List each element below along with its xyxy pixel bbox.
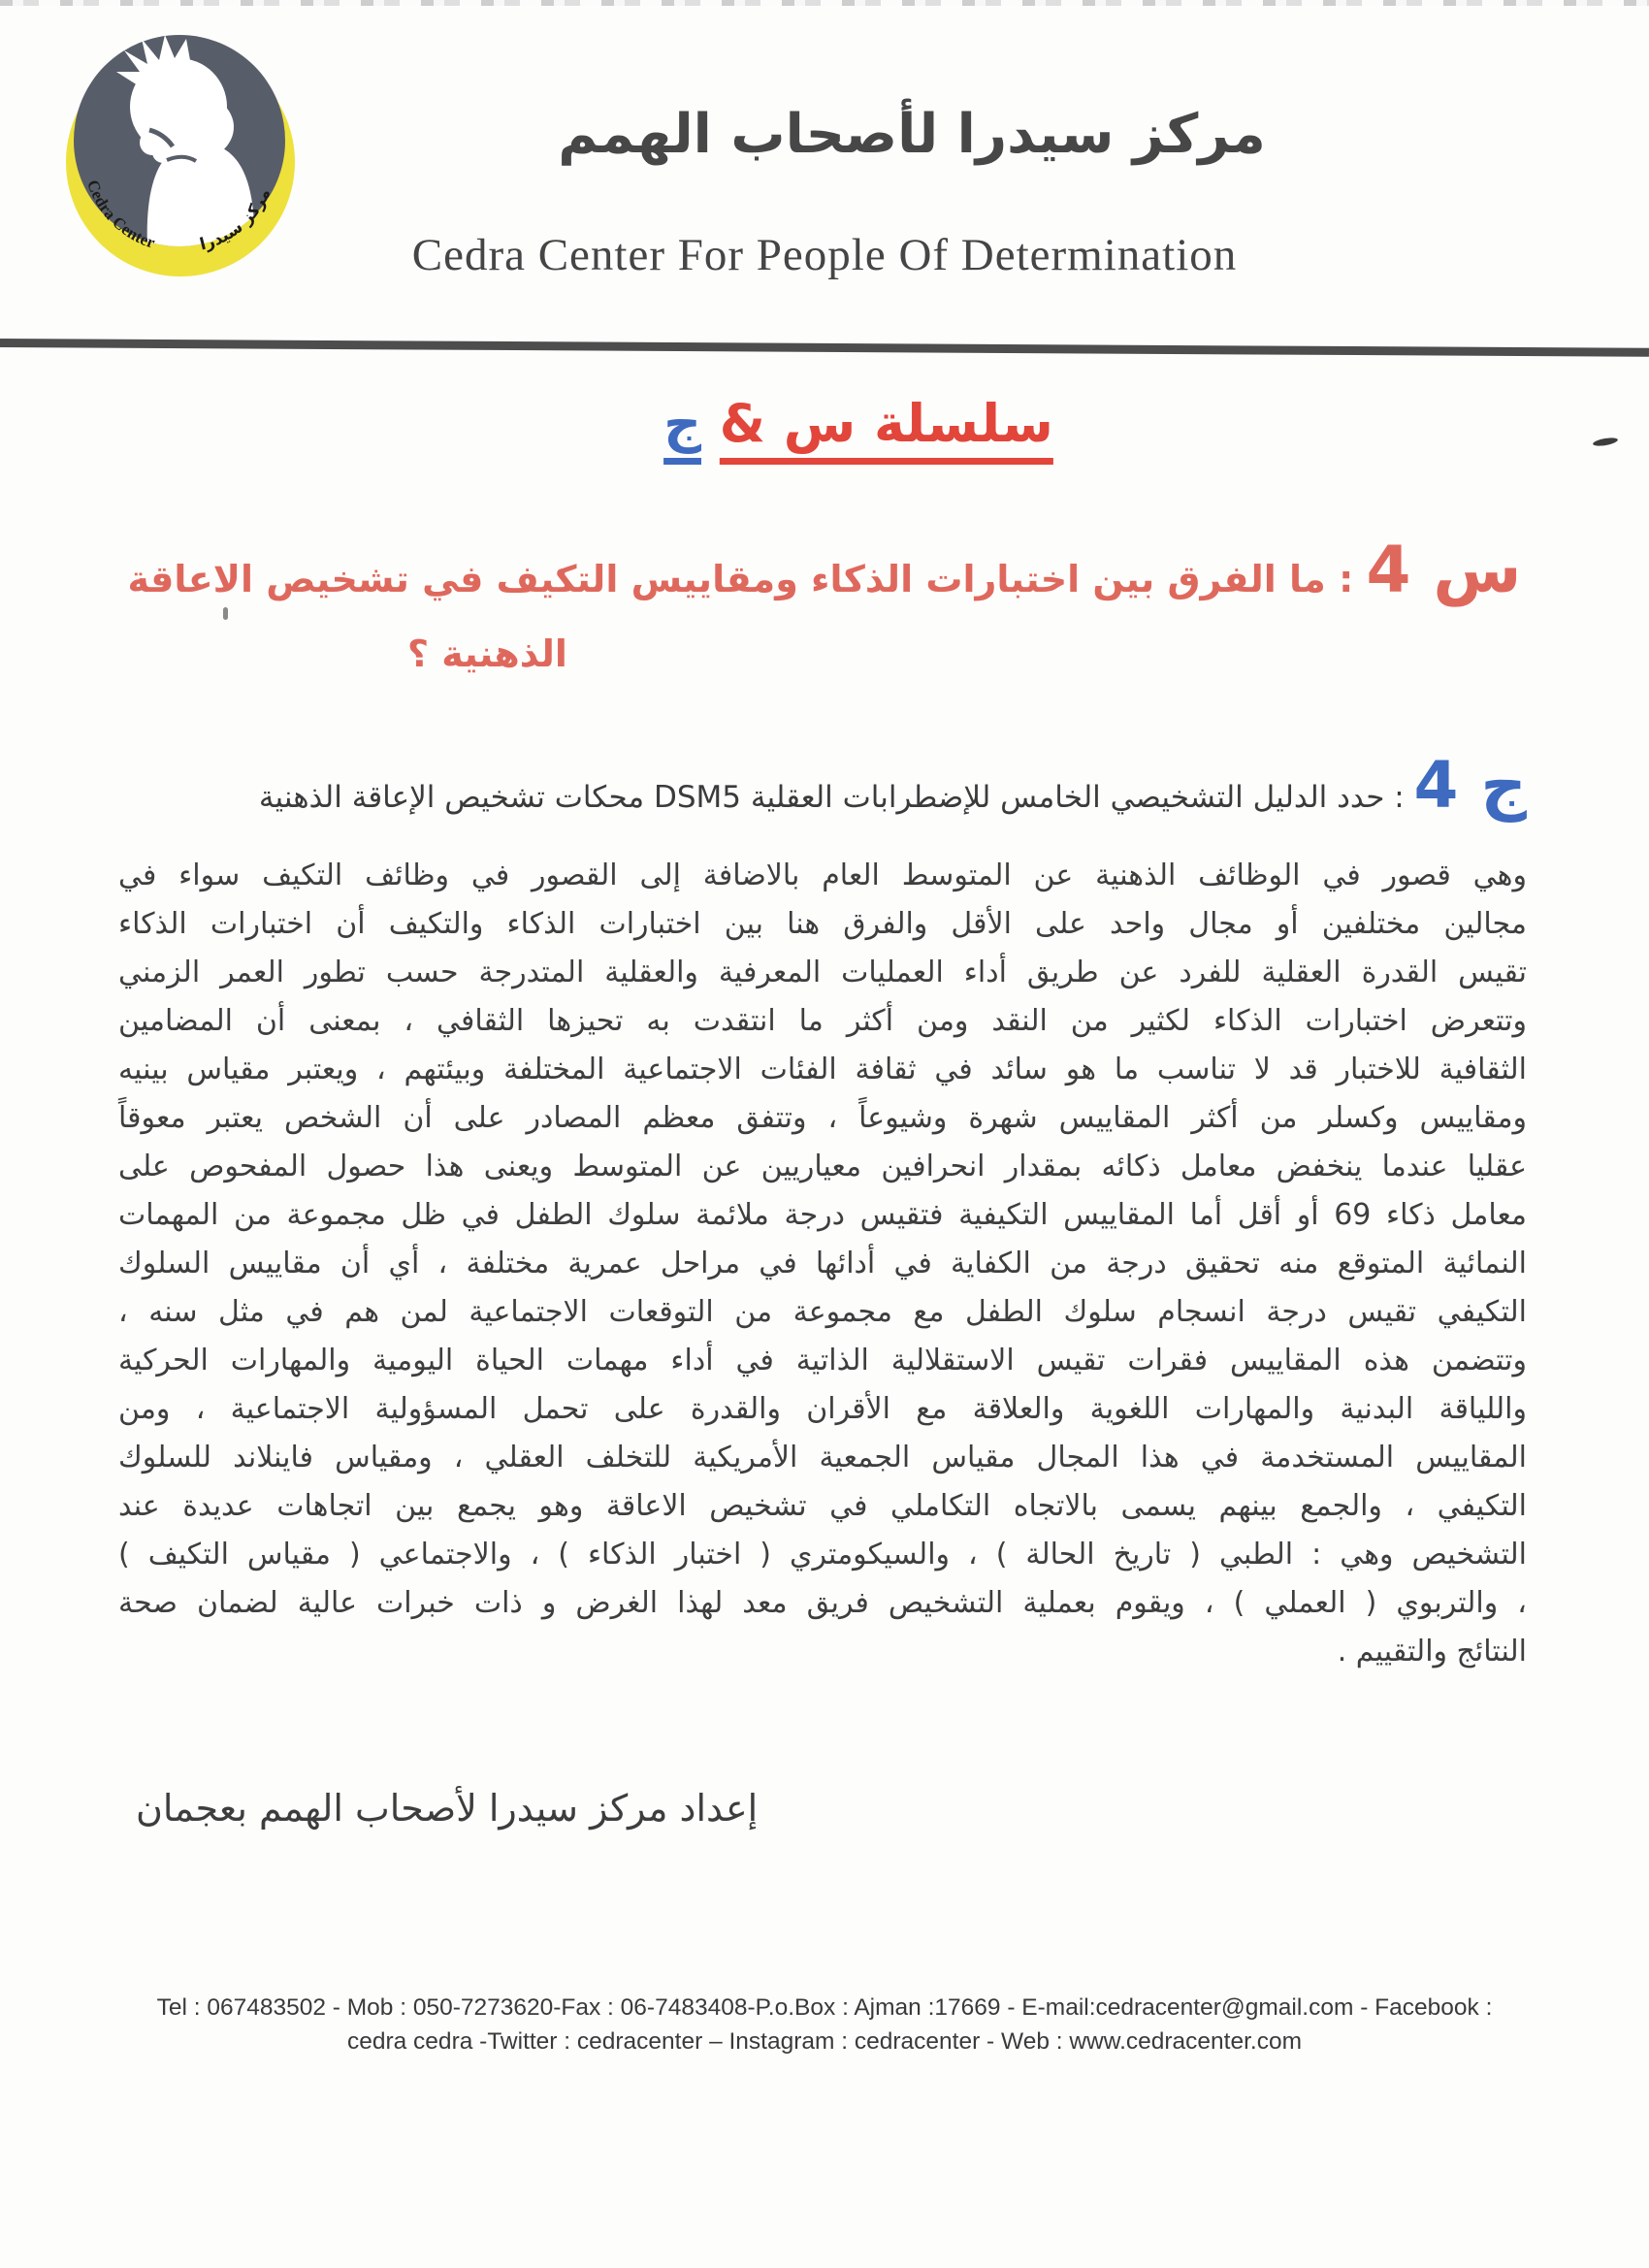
prepared-by-line: إعداد مركز سيدرا لأصحاب الهمم بعجمان xyxy=(136,1787,759,1830)
question-number-prefix: س 4 xyxy=(1366,533,1522,607)
answer-body-line: المقاييس المستخدمة في هذا المجال مقياس الجمعية الأمريكية للتخلف العقلي ، ومقياس فاينلاند للسلوك xyxy=(118,1441,1527,1474)
series-title-blue-part: ج xyxy=(663,393,701,454)
answer-body-line: الثقافية للاختبار قد لا تناسب ما هو سائد في ثقافة الفئات الاجتماعية المختلفة وبيئتهم ، ويعتبر مقياس بينيه xyxy=(118,1053,1527,1086)
answer-body-line: التكيفي ، والجمع بينهم يسمى بالاتجاه التكاملي في تشخيص الاعاقة وهو يجمع بين اتجاهات عديدة عند xyxy=(118,1489,1527,1523)
contact-line-1: Tel : 067483502 - Mob : 050-7273620-Fax : 06-7483408-P.o.Box : Ajman :17669 - E-mail:cedracenter@gmail.com - Facebook : xyxy=(156,1994,1493,2021)
answer-body-line: ومقاييس وكسلر من أكثر المقاييس شهرة وشيوعاً ، وتتفق معظم المصادر على أن الشخص يعتبر معوقاً xyxy=(118,1101,1527,1135)
answer-body-line: مجالين مختلفين أو مجال واحد على الأقل والفرق هنا بين اختبارات الذكاء والتكيف أن اختبارات الذكاء xyxy=(118,907,1527,941)
answer-body-line: معامل ذكاء 69 أو أقل أما المقاييس التكيفية فتقيس درجة ملائمة سلوك الطفل في ظل مجموعة من المهمات xyxy=(118,1198,1527,1232)
question-separator: : xyxy=(1325,558,1367,600)
contact-line-2: cedra cedra -Twitter : cedracenter – Instagram : cedracenter - Web : www.cedracenter.com xyxy=(346,2028,1303,2055)
question-text: ما الفرق بين اختبارات الذكاء ومقاييس التكيف في تشخيص الاعاقة xyxy=(127,558,1326,600)
question-line-2: الذهنية ؟ xyxy=(407,632,567,675)
scan-speck-artifact xyxy=(223,607,228,620)
answer-body-line: ، والتربوي ( العملي ) ، ويقوم بعملية التشخيص فريق معد لهذا الغرض و ذات خبرات عالية لضمان صحة xyxy=(118,1586,1527,1620)
series-title xyxy=(0,382,1649,466)
question-line-1 xyxy=(0,522,1649,628)
logo-band-text-english: Cedra Center xyxy=(83,177,158,252)
answer-body-line: التشخيص وهي : الطبي ( تاريخ الحالة ) ، والسيكومتري ( اختبار الذكاء ) ، والاجتماعي ( مقياس التكيف ) xyxy=(118,1538,1527,1571)
answer-intro-text: حدد الدليل التشخيصي الخامس للإضطرابات العقلية DSM5 محكات تشخيص الإعاقة الذهنية xyxy=(258,780,1385,815)
contact-footer xyxy=(0,1991,1649,2058)
answer-body-line: النمائية المتوقع منه تحقيق درجة من الكفاية في أدائها في مراحل عمرية مختلفة ، أي أن مقاييس السلوك xyxy=(118,1247,1527,1280)
header-title-arabic: مركز سيدرا لأصحاب الهمم xyxy=(558,103,1266,166)
answer-body-line: النتائج والتقييم . xyxy=(1337,1635,1527,1669)
answer-body-line: وهي قصور في الوظائف الذهنية عن المتوسط العام بالاضافة إلى القصور في وظائف التكيف سواء في xyxy=(118,859,1527,892)
answer-body-line: وتتعرض اختبارات الذكاء لكثير من النقد ومن أكثر ما انتقدت به تحيزها الثقافي ، بمعنى أن المضامين xyxy=(118,1004,1527,1038)
header-title-english: Cedra Center For People Of Determination xyxy=(411,230,1238,280)
answer-body-line: واللياقة البدنية والمهارات اللغوية والعلاقة مع الأقران والقدرة على تحمل المسؤولية الاجتماعية ، ومن xyxy=(118,1392,1527,1426)
header-divider-rule xyxy=(0,339,1649,357)
answer-body-line: تقيس القدرة العقلية للفرد عن طريق أداء العمليات المعرفية والعقلية المتدرجة حسب تطور العمر الزمني xyxy=(118,956,1527,989)
answer-intro-line xyxy=(118,739,1527,844)
answer-body-line: التكيفي تقيس درجة انسجام سلوك الطفل مع مجموعة من التوقعات الاجتماعية لمن هم في مثل سنه ، xyxy=(118,1295,1527,1329)
answer-number-prefix: ج 4 xyxy=(1413,748,1527,823)
answer-body-line: عقليا عندما ينخفض معامل ذكائه بمقدار انحرافين معياريين عن المتوسط ويعنى هذا حصول المفحوص على xyxy=(118,1150,1527,1183)
answer-body-paragraph xyxy=(118,852,1527,1676)
answer-body-line: وتتضمن هذه المقاييس فقرات تقيس الاستقلالية الذاتية في أداء مهمات الحياة اليومية والمهارات الحركية xyxy=(118,1344,1527,1377)
answer-separator: : xyxy=(1384,780,1414,815)
scan-noise-top-edge xyxy=(0,0,1649,6)
logo-band-text-arabic: مركز سيدرا xyxy=(198,185,275,255)
series-title-red-part: سلسلة س & xyxy=(719,393,1053,454)
